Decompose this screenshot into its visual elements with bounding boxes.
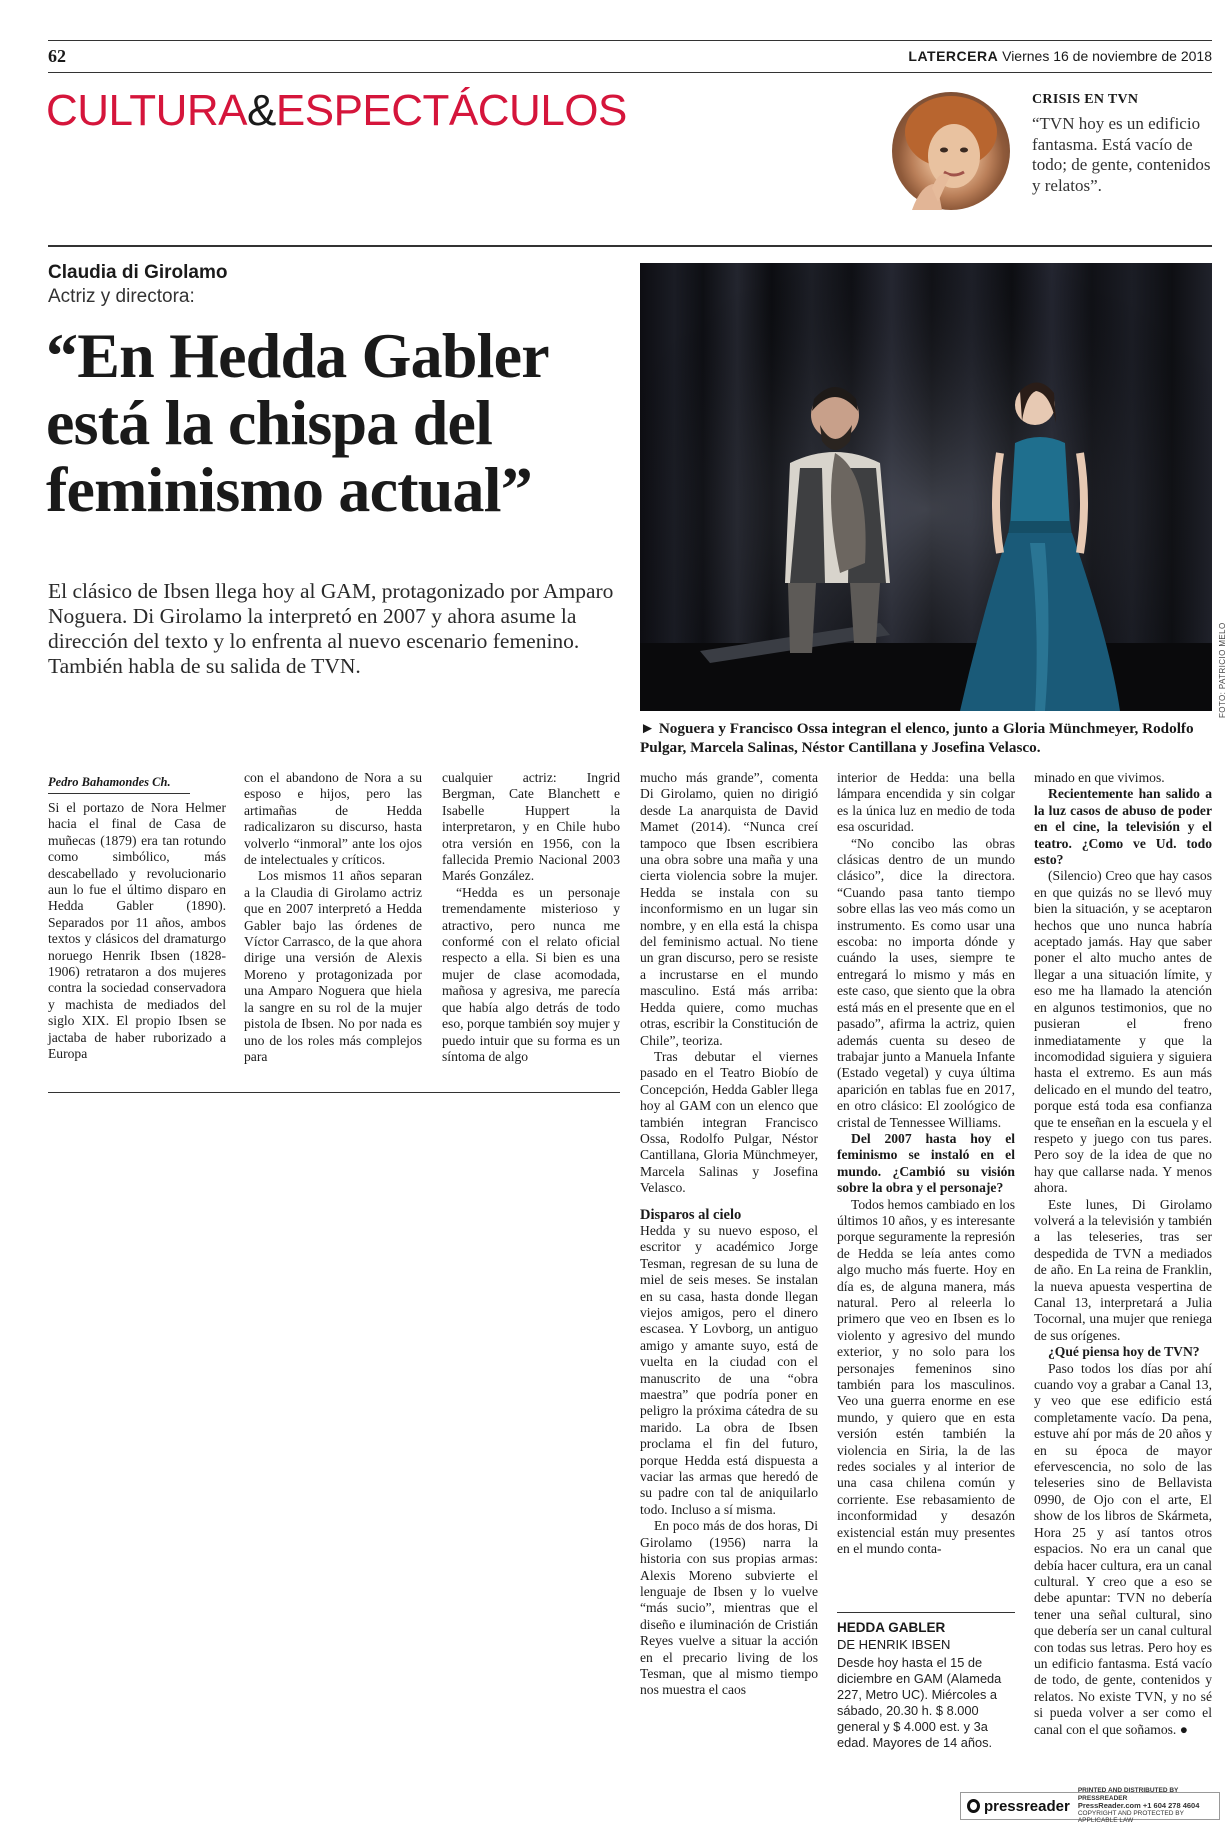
infobox-title: HEDDA GABLER bbox=[837, 1620, 946, 1635]
paragraph: (Silencio) Creo que hay casos en que quizás no se llevó muy bien la situación, y se aceptaron hechos que uno nunca habría aceptado jamás. Hay que saber poner el alto mucho antes de llegar a una situación límite, y eso me ha llamado la atención en algunos testimonios, que no pusieran el freno inmediatamente y que la incomodidad siguiera y siguiera hasta el extremo. Es aun más delicado en el mundo del teatro, porque está toda esa confianza que te enseñan en la escuela y el respeto y juego con tus pares. Pero soy de la idea de que no hay que callarse nada. Y menos ahora. bbox=[1034, 868, 1212, 1196]
caption-text: Noguera y Francisco Ossa integran el elenco, junto a Gloria Münchmeyer, Rodolfo Pulgar, Marcela Salinas, Néstor Cantillana y Josefina Velasco. bbox=[640, 720, 1194, 756]
paragraph: “Hedda es un personaje tremendamente misterioso y atractivo, pero nunca me conformé con el relato oficial respecto a ella. Si bien es una mujer de clase acomodada, mañosa y agresiva, me parecía que había algo detrás de todo eso, porque también soy mujer y puedo intuir que su forma es un síntoma de algo bbox=[442, 884, 620, 1064]
teaser-portrait bbox=[892, 92, 1010, 210]
paragraph: interior de Hedda: una bella lámpara encendida y sin colgar es la única luz en medio de toda esa oscuridad. bbox=[837, 770, 1015, 835]
question: ¿Qué piensa hoy de TVN? bbox=[1048, 1344, 1200, 1360]
section-title bbox=[46, 86, 627, 136]
infobox-subtitle: DE HENRIK IBSEN bbox=[837, 1637, 951, 1652]
teaser-quote: “TVN hoy es un edificio fantasma. Está vacío de todo; de gente, contenidos y relatos”. bbox=[1032, 114, 1211, 195]
info-box bbox=[837, 1620, 1015, 1751]
section-title-part1: CULTURA bbox=[46, 86, 248, 135]
subheading: Disparos al cielo bbox=[640, 1206, 742, 1223]
photo-caption bbox=[640, 720, 1212, 757]
masthead-date bbox=[908, 48, 1212, 64]
paragraph: mucho más grande”, comenta Di Girolamo, quien no dirigió desde La anarquista de David Mamet (2014). “Nunca creí tampoco que Ibsen escribiera una obra sobre una maña y una cierta violencia sobre la mujer. Hedda se instala con su inconformismo en un lugar sin nombre, y en ella está la chispa del feminismo actual. No tiene un gran discurso, pero se resiste a incrustarse en el mundo masculino. Está más arriba: Hedda quiere, como muchas otras, escribir la Constitución de Chile”, teoriza. bbox=[640, 770, 818, 1048]
interviewee-name: Claudia di Girolamo bbox=[48, 262, 228, 283]
teaser-kicker: CRISIS EN TVN bbox=[1032, 92, 1139, 107]
legal-line-2: PressReader.com +1 604 278 4604 bbox=[1077, 1801, 1200, 1811]
paragraph: Hedda y su nuevo esposo, el escritor y académico Jorge Tesman, regresan de su luna de miel de seis meses. Se instalan en su casa, hasta donde llegan viejos amigos, pero el dinero escasea. Y Lovborg, un antiguo amigo y amante suyo, está de vuelta en la ciudad con el manuscrito de una “obra maestra” que podría poner en peligro la próxima cátedra de su marido. La obra de Ibsen proclama el fin del futuro, porque Hedda está dispuesta a vaciar las armas que heredó de su padre con tal de aniquilarlo todo. Incluso a sí misma. bbox=[640, 1222, 818, 1517]
portrait-illustration bbox=[892, 92, 1010, 210]
legal-line-1: PRINTED AND DISTRIBUTED BY PRESSREADER bbox=[1077, 1787, 1179, 1802]
paragraph bbox=[1034, 1361, 1212, 1738]
paragraph: Este lunes, Di Girolamo volverá a la televisión y también a las teleseries, tras ser despedida de TVN a mediados de año. En La reina de Franklin, la nueva apuesta vespertina de Canal 13, interpretará a Julia Tocornal, una mujer que reniega de sus orígenes. bbox=[1034, 1196, 1212, 1343]
infobox-rule bbox=[837, 1612, 1015, 1613]
paragraph: En poco más de dos horas, Di Girolamo (1956) narra la historia con sus propias armas: Alexis Moreno subvierte el lenguaje de Ibsen y lo vuelve “más sucio”, mientras que el diseño e iluminación de Cristián Reyes vuelve a situar la acción en el precario living de los Tesman, que al mismo tiempo nos muestra el caos bbox=[640, 1518, 818, 1698]
paragraph: Tras debutar el viernes pasado en el Teatro Biobío de Concepción, Hedda Gabler llega hoy al GAM con un elenco que también integran Francisco Ossa, Rodolfo Pulgar, Néstor Cantillana, Gloria Münchmeyer, Marcela Salinas y Josefina Velasco. bbox=[640, 1048, 818, 1196]
header-rule bbox=[48, 72, 1212, 73]
column-3 bbox=[442, 770, 620, 1065]
section-rule bbox=[48, 245, 1212, 247]
photo-credit: FOTO: PATRICIO MELO bbox=[1218, 622, 1227, 718]
top-rule bbox=[48, 40, 1212, 41]
interviewee-role: Actriz y directora: bbox=[48, 286, 195, 307]
paragraph-text: Paso todos los días por ahí cuando voy a grabar a Canal 13, y veo que ese edificio está completamente vacío. Da pena, estuve ahí por más de 20 años y en su época de mayor efervescencia, no solo de las teleseries sino de Bellavista 0990, de Ojo con el arte, El show de los libros de Skármeta, Hora 25 y así tantos otros espacios. No era un canal que debía hacer cultura, era un canal cultural. Y creo que a eso se debe apuntar: TVN no debería tener una señal cultural, sino que debería ser un canal cultural con todas sus letras. Pero hoy es un edificio fantasma. Está vacío de todo, de gente, contenidos y relatos. No existe TVN, y no sé si pueda volver a ser como el canal con el que soñamos. bbox=[1034, 1360, 1212, 1737]
paragraph: con el abandono de Nora a su esposo e hijos, pero las artimañas de Hedda radicalizaron su discurso, hasta volverlo “inmoral” ante los ojos de intelectuales y críticos. bbox=[244, 770, 422, 868]
section-title-part2: ESPECTÁCULOS bbox=[275, 86, 627, 135]
section-title-amp: & bbox=[247, 86, 276, 135]
column-6 bbox=[1034, 770, 1212, 1738]
caption-arrow-icon: ► bbox=[640, 720, 656, 737]
brand-name: LATERCERA bbox=[908, 48, 999, 64]
paragraph: cualquier actriz: Ingrid Bergman, Cate Blanchett e Isabelle Huppert la interpretaron, y en Chile hubo otra versión en 1956, con la fallecida Premio Nacional 2003 Marés González. bbox=[442, 770, 620, 884]
byline: Pedro Bahamondes Ch. bbox=[48, 775, 171, 789]
stage-photo bbox=[640, 263, 1212, 711]
page-number: 62 bbox=[48, 46, 66, 66]
column-5 bbox=[837, 770, 1015, 1558]
deck: El clásico de Ibsen llega hoy al GAM, protagonizado por Amparo Noguera. Di Girolamo la interpretó en 2007 y ahora asume la dirección del texto y lo enfrenta al nuevo escenario femenino. También habla de su salida de TVN. bbox=[48, 579, 614, 678]
paragraph: Si el portazo de Nora Helmer hacia el final de Casa de muñecas (1879) era tan rotundo como simbólico, más descabellado y revolucionario aun lo fue el último disparo en Hedda Gabler (1890). Separados por 11 años, ambos textos y clásicos del dramaturgo noruego Henrik Ibsen (1828-1906) retrataron a dos mujeres contra la sociedad conservadora y machista de mediados del siglo XIX. El propio Ibsen se jactaba de haber ruborizado a Europa bbox=[48, 800, 226, 1062]
paragraph: minado en que vivimos. bbox=[1034, 770, 1165, 785]
headline: “En Hedda Gabler está la chispa del feminismo actual” bbox=[46, 320, 548, 525]
pressreader-logo-icon bbox=[967, 1799, 980, 1813]
pressreader-logo: pressreader bbox=[983, 1797, 1070, 1815]
infobox-text: Desde hoy hasta el 15 de diciembre en GAM (Alameda 227, Metro UC). Miércoles a sábado, 20.30 h. $ 8.000 general y $ 4.000 est. y 3a edad. Mayores de 14 años. bbox=[837, 1655, 1002, 1750]
pressreader-badge[interactable] bbox=[960, 1787, 1220, 1825]
column-4 bbox=[640, 770, 818, 1699]
column-1 bbox=[48, 800, 226, 1063]
legal-line-3: COPYRIGHT AND PROTECTED BY APPLICABLE LAW bbox=[1077, 1809, 1184, 1825]
byline-rule bbox=[48, 793, 190, 794]
pressreader-legal bbox=[1078, 1787, 1219, 1825]
stage-illustration bbox=[640, 263, 1212, 711]
column-bottom-rule bbox=[48, 1092, 620, 1093]
question: Del 2007 hasta hoy el feminismo se instaló en el mundo. ¿Cambió su visión sobre la obra y el personaje? bbox=[837, 1130, 1015, 1196]
paragraph: Todos hemos cambiado en los últimos 10 años, y es interesante porque seguramente la represión de Hedda se leía antes como algo mucho más fuerte. Hoy en día es, de alguna manera, más natural. Pero al releerla lo primero que veo en Ibsen es lo violento y agresivo del mundo exterior, y no solo para los personajes femeninos sino también para los masculinos. Veo una guerra enorme en ese mundo, y quiero que en esta versión estén también la violencia en Siria, la de las redes sociales y al interior de una casa chilena común y corriente. Ese rebasamiento de inconformidad y desazón existencial están muy presentes en el mundo conta- bbox=[837, 1196, 1015, 1557]
paragraph: Los mismos 11 años separan a la Claudia di Girolamo actriz que en 2007 interpretó a Hedda Gabler bajo las órdenes de Víctor Carrasco, de la que ahora dirige una versión de Alexis Moreno y protagonizada por una Amparo Noguera que hiela la sangre en su rol de la mujer pistola de Ibsen. No por nada es uno de los roles más complejos para bbox=[244, 868, 422, 1064]
paragraph: “No concibo las obras clásicas dentro de un mundo clásico”, dice la directora. “Cuando pasa tanto tiempo sobre ellas las veo más como un instrumento. Es como usar una escoba: no importa dónde y cuándo la uses, siempre te entregará lo mismo y más en este caso, que siento que la obra está más en el presente que en el pasado”, afirma la actriz, quien además cuenta su deseo de trabajar junto a Manuela Infante (Estado vegetal) y cuya última aparición en tablas fue en 2017, en otro clásico: El zoológico de cristal de Tennessee Williams. bbox=[837, 835, 1015, 1130]
issue-date: Viernes 16 de noviembre de 2018 bbox=[1002, 48, 1212, 64]
end-mark-icon: ● bbox=[1179, 1721, 1188, 1737]
column-2 bbox=[244, 770, 422, 1065]
question: Recientemente han salido a la luz casos de abuso de poder en el cine, la televisión y el teatro. ¿Como ve Ud. todo esto? bbox=[1034, 786, 1212, 868]
